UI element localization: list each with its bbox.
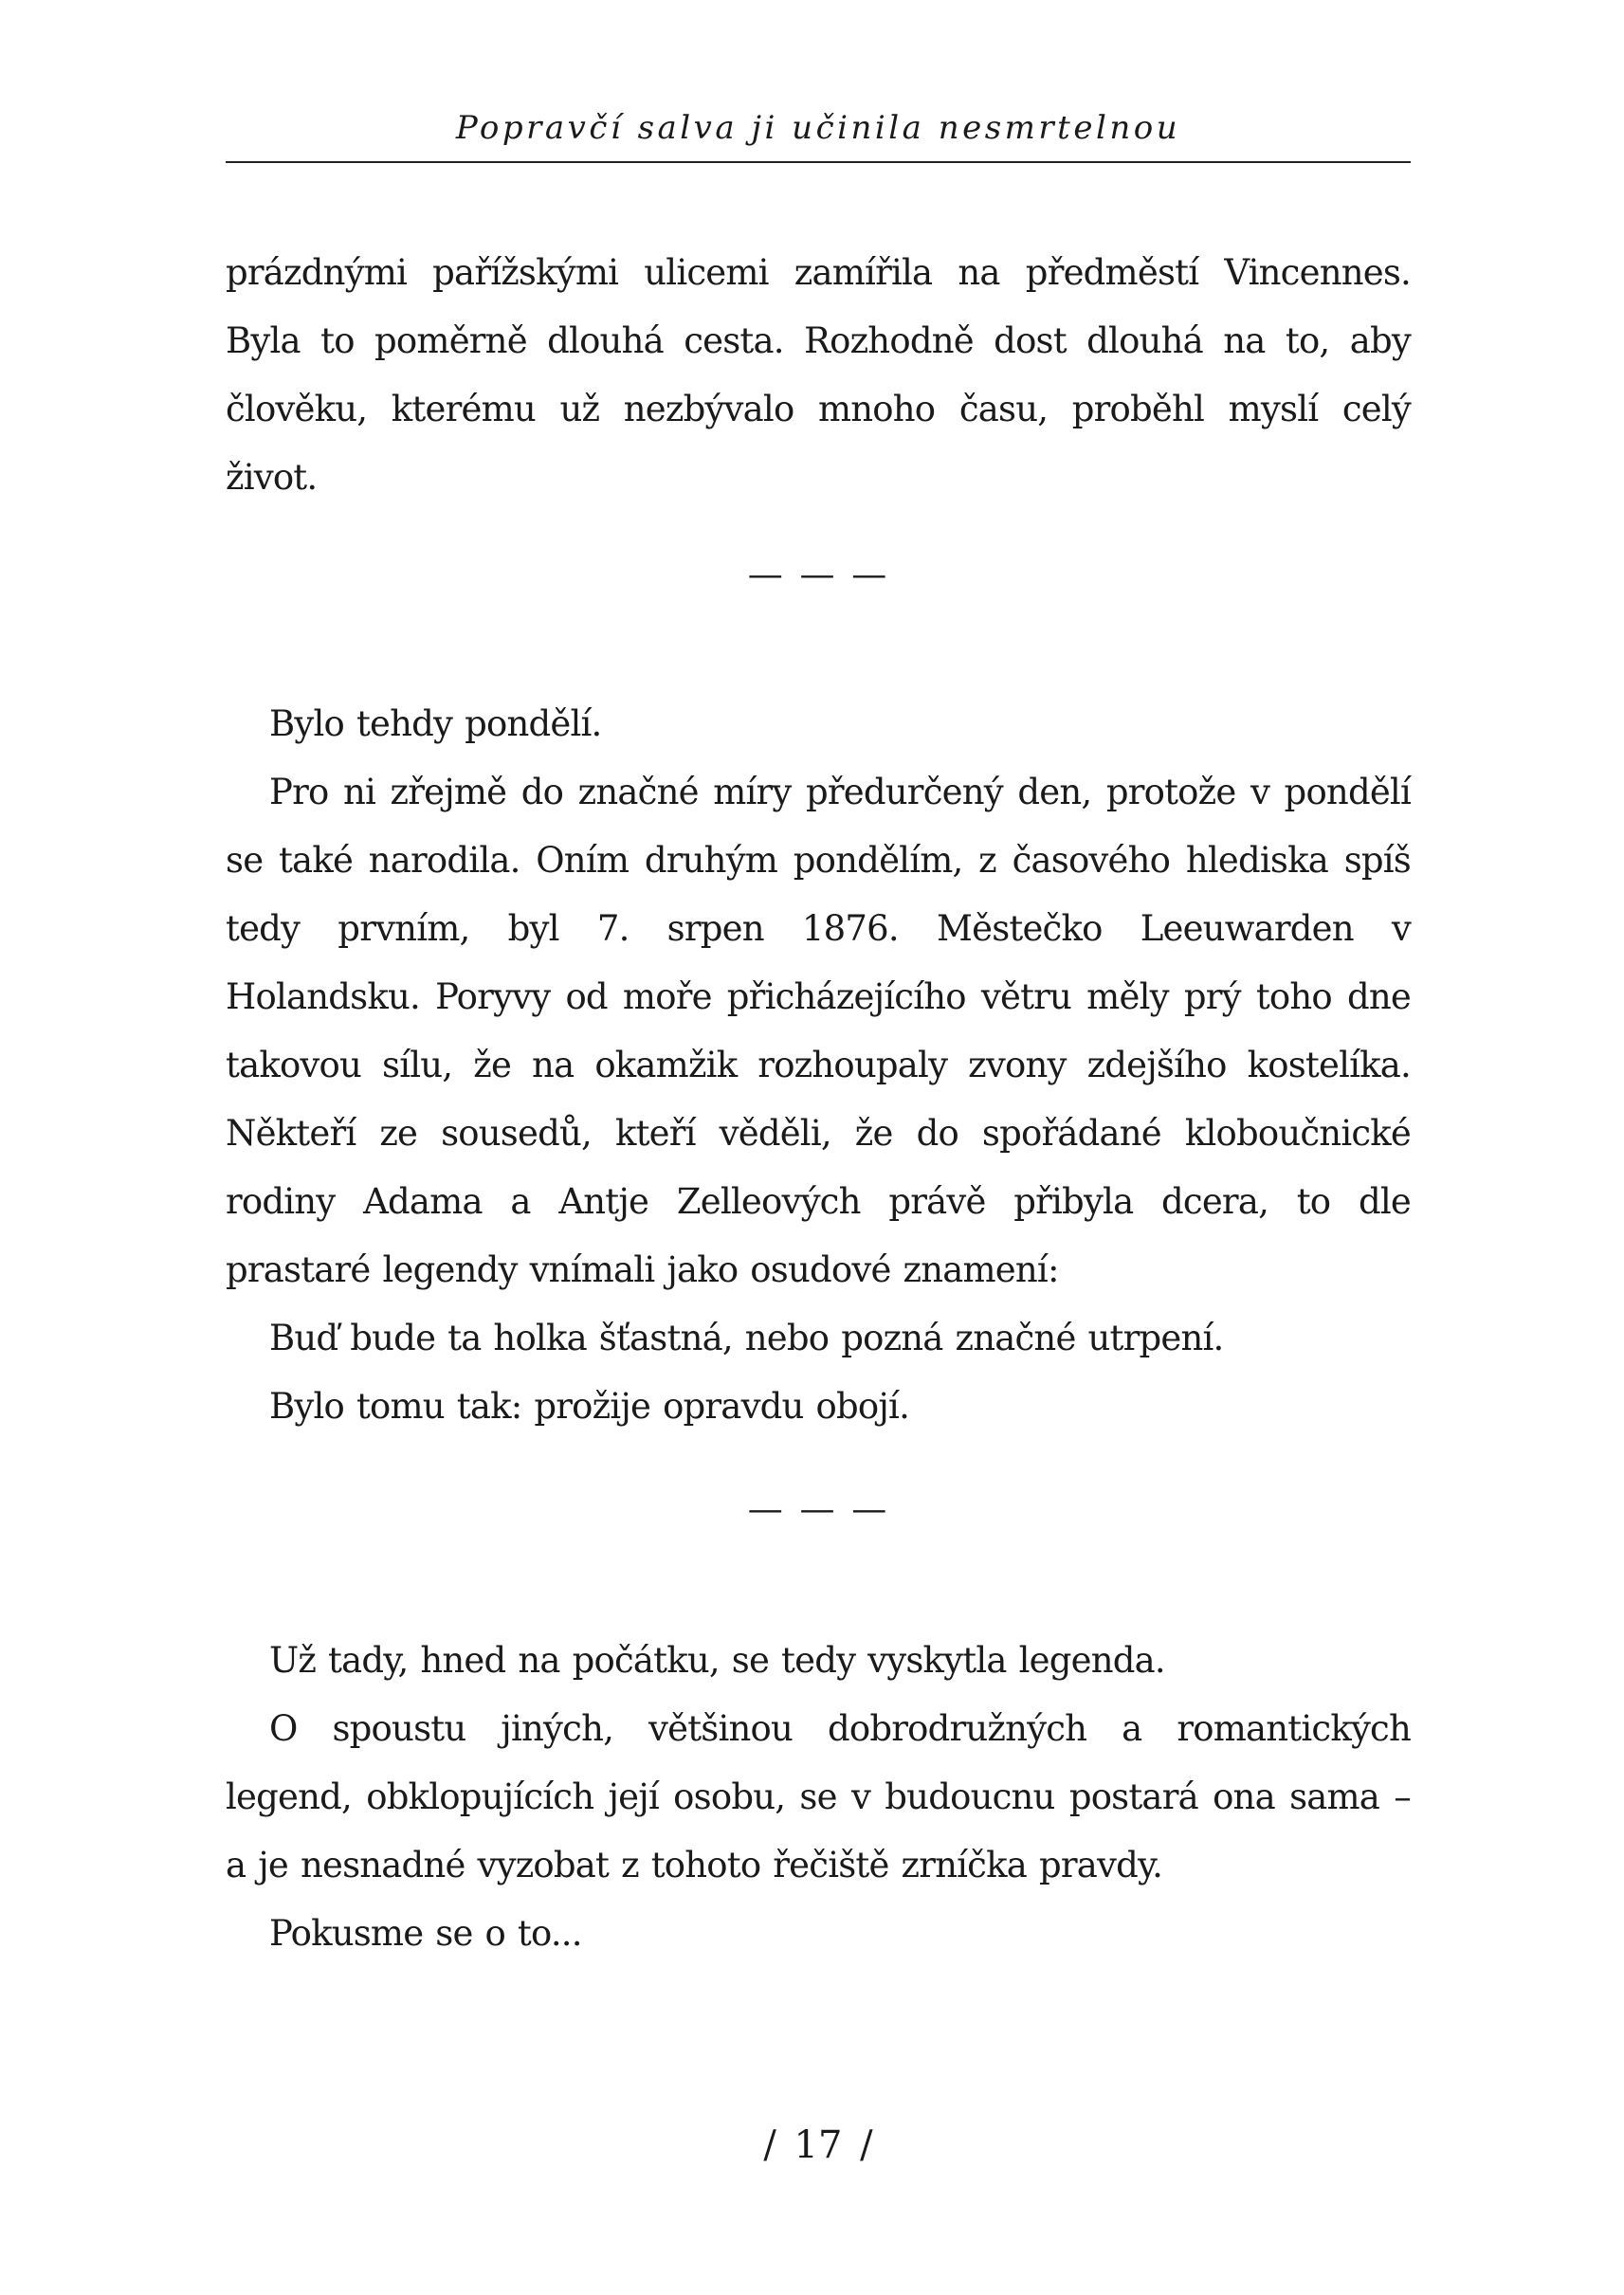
section-separator: — — — <box>747 554 889 594</box>
body-text <box>226 239 1411 1968</box>
paragraph: Pokusme se o to... <box>269 1913 582 1954</box>
paragraph: Bylo tehdy pondělí. <box>269 703 602 744</box>
section-separator: — — — <box>747 1488 889 1529</box>
running-header: Popravčí salva ji učinila nesmrtelnou <box>455 109 1181 147</box>
paragraph: Buď bude ta holka šťastná, nebo pozná značné utrpení. <box>269 1318 1224 1358</box>
paragraph-continuation: prázdnými pařížskými ulicemi zamířila na předměstí Vincennes. Byla to poměrně dlouhá cesta. Rozhodně dost dlouhá na to, aby člověku, kterému už nezbývalo mnoho času, proběhl myslí celý život. <box>226 252 1411 498</box>
paragraph: Bylo tomu tak: prožije opravdu obojí. <box>269 1386 910 1427</box>
paragraph: Pro ni zřejmě do značné míry předurčený den, protože v pondělí se také narodila. Oním druhým pondělím, z časového hlediska spíš tedy prvním, byl 7. srpen 1876. Městečko Leeuwarden v Holandsku. Poryvy od moře přicházejícího větru měly prý toho dne takovou sílu, že na okamžik rozhoupaly zvony zdejšího kostelíka. Někteří ze sousedů, kteří věděli, že do spořádané kloboučnické rodiny Adama a Antje Zelleových právě přibyla dcera, to dle prastaré legendy vnímali jako osudové znamení: <box>226 772 1411 1290</box>
header-rule <box>226 161 1411 163</box>
paragraph: Už tady, hned na počátku, se tedy vyskytla legenda. <box>269 1640 1165 1681</box>
paragraph: O spoustu jiných, většinou dobrodružných a romantických legend, obklopujících její osobu, se v budoucnu postará ona sama – a je nesnadné vyzobat z tohoto řečiště zrníčka pravdy. <box>226 1708 1411 1885</box>
page-number: / 17 / <box>763 2123 873 2167</box>
